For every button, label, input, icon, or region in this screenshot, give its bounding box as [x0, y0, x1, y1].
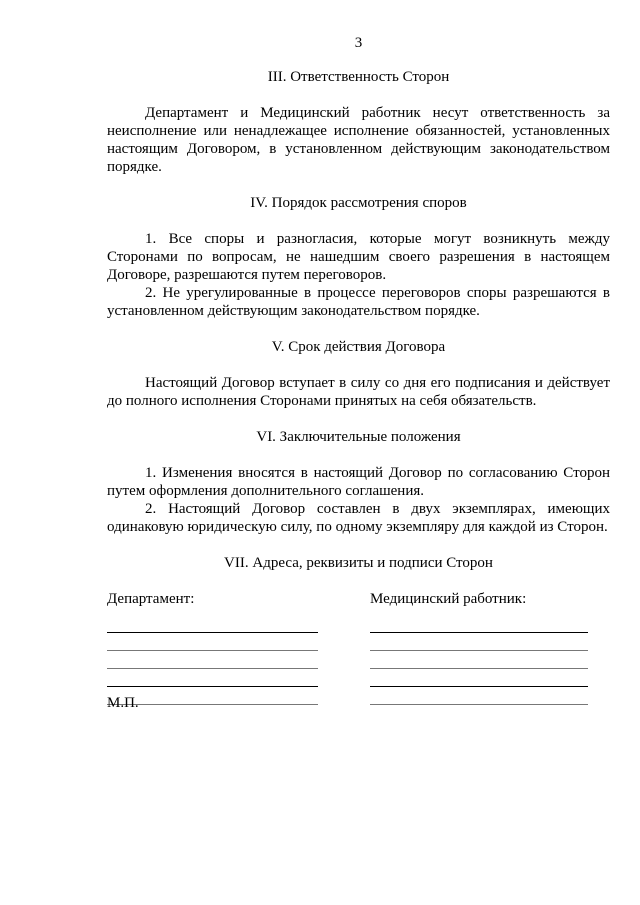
medical-worker-signature-line	[370, 688, 588, 705]
page-number: 3	[354, 35, 363, 51]
section-4-paragraph-2: 2. Не урегулированные в процессе переговоров споры разрешаются в установленном действующим законодательством порядке.	[107, 285, 610, 319]
medical-worker-signature-line	[370, 616, 588, 633]
medical-worker-signature-line	[370, 634, 588, 651]
department-label: Департамент:	[107, 591, 195, 607]
section-6-title: VI. Заключительные положения	[256, 429, 461, 445]
section-6-body	[107, 464, 610, 536]
department-signature-line	[107, 670, 318, 687]
medical-worker-label: Медицинский работник:	[370, 591, 527, 607]
medical-worker-signature-line	[370, 652, 588, 669]
section-4-body	[107, 230, 610, 320]
document-page	[107, 34, 610, 730]
department-signature-line	[107, 652, 318, 669]
section-5-title: V. Срок действия Договора	[271, 339, 446, 355]
section-3-title: III. Ответственность Сторон	[267, 69, 450, 85]
section-7-title: VII. Адреса, реквизиты и подписи Сторон	[224, 555, 493, 571]
stamp-placeholder: М.П.	[107, 695, 139, 711]
department-signature-line	[107, 634, 318, 651]
section-6-paragraph-1: 1. Изменения вносятся в настоящий Договор по согласованию Сторон путем оформления дополнительного соглашения.	[107, 465, 610, 499]
section-3-paragraph-1: Департамент и Медицинский работник несут ответственность за неисполнение или ненадлежащее исполнение обязанностей, установленных настоящим Договором, в установленном действующим законодательством порядке.	[107, 105, 610, 175]
section-4-paragraph-1: 1. Все споры и разногласия, которые могут возникнуть между Сторонами по вопросам, не нашедшим своего разрешения в настоящем Договоре, разрешаются путем переговоров.	[107, 231, 610, 283]
section-5-body	[107, 374, 610, 410]
section-4-title: IV. Порядок рассмотрения споров	[250, 195, 467, 211]
section-6-paragraph-2: 2. Настоящий Договор составлен в двух экземплярах, имеющих одинаковую юридическую силу, по одному экземпляру для каждой из Сторон.	[107, 501, 610, 535]
signature-column-medical-worker	[370, 590, 588, 706]
medical-worker-signature-line	[370, 670, 588, 687]
section-3-body	[107, 104, 610, 176]
signature-area	[107, 590, 610, 730]
department-signature-line	[107, 616, 318, 633]
section-5-paragraph-1: Настоящий Договор вступает в силу со дня его подписания и действует до полного исполнения Сторонами принятых на себя обязательств.	[107, 375, 610, 409]
signature-column-department	[107, 590, 318, 706]
